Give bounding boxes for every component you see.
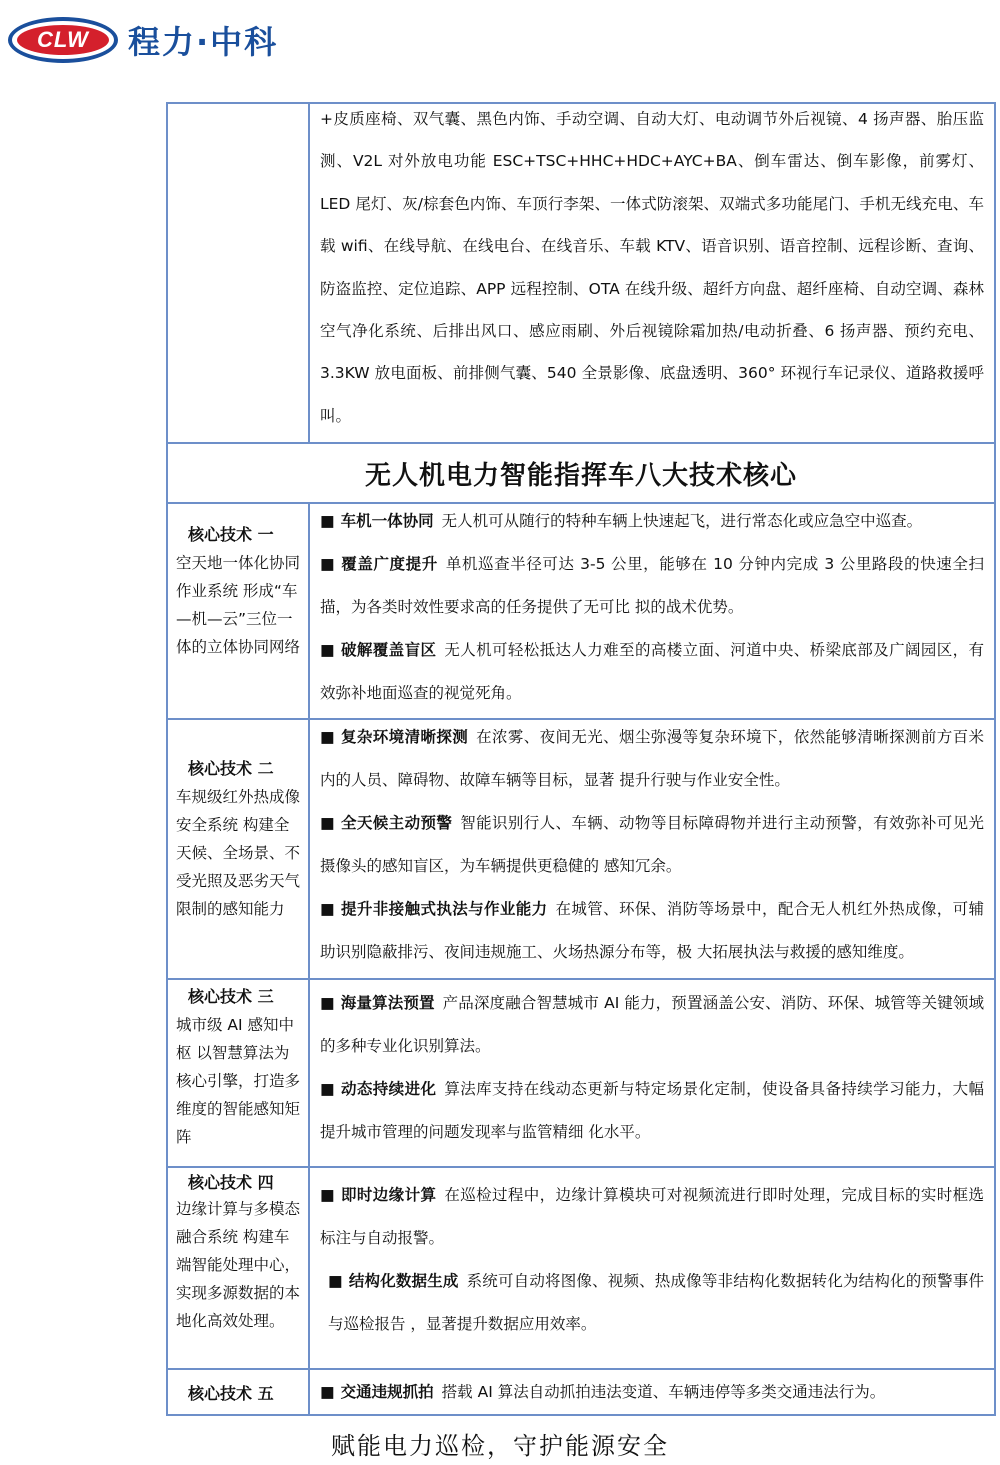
core-content-cell — [309, 1167, 995, 1369]
features-row — [167, 103, 995, 443]
item-name: 复杂环境清晰探测 — [341, 728, 469, 746]
item-name: 全天候主动预警 — [341, 814, 453, 832]
item-text: 搭载 AI 算法自动抓拍违法变道、车辆违停等多类交通违法行为。 — [441, 1383, 886, 1401]
core-label-cell — [167, 503, 309, 719]
item-name: 提升非接触式执法与作业能力 — [341, 900, 548, 918]
features-left-cell — [167, 103, 309, 443]
core-label-cell — [167, 1167, 309, 1369]
core-label: 核心技术 五 — [188, 1383, 274, 1403]
brand-name: 程力·中科 — [128, 23, 279, 61]
core-item — [320, 1260, 984, 1346]
item-name: 交通违规抓拍 — [340, 1383, 434, 1401]
bullet-icon: ■ — [320, 728, 336, 746]
item-text: 无人机可轻松抵达人力难至的高楼立面、河道中央、桥梁底部及广阔园区，有效弥补地面巡查的视觉死角。 — [320, 641, 984, 702]
core-item — [320, 1377, 984, 1407]
core-content-cell — [309, 503, 995, 719]
core-label: 核心技术 二 — [188, 759, 274, 778]
item-name: 覆盖广度提升 — [341, 555, 438, 573]
core-label: 核心技术 四 — [188, 1173, 274, 1192]
core-content-cell — [309, 719, 995, 979]
footer-slogan: 赋能电力巡检，守护能源安全 — [331, 1432, 669, 1460]
bullet-icon: ■ — [320, 814, 336, 832]
item-name: 即时边缘计算 — [341, 1186, 437, 1204]
core-item — [320, 802, 984, 888]
title-row — [167, 443, 995, 503]
item-name: 车机一体协同 — [340, 512, 434, 530]
core-item — [320, 888, 984, 974]
item-name: 动态持续进化 — [341, 1080, 437, 1098]
bullet-icon: ■ — [320, 1383, 335, 1401]
core-item — [320, 982, 984, 1068]
item-text: 在巡检过程中，边缘计算模块可对视频流进行即时处理，完成目标的实时框选标注与自动报警。 — [320, 1186, 984, 1247]
bullet-icon: ■ — [320, 1186, 336, 1204]
core-description: 车规级红外热成像安全系统 构建全天候、全场景、不受光照及恶劣天气限制的感知能力 — [176, 788, 301, 918]
clw-logo — [8, 17, 118, 63]
item-text: 在浓雾、夜间无光、烟尘弥漫等复杂环境下，依然能够清晰探测前方百米内的人员、障碍物、故障车辆等目标，显著 提升行驶与作业安全性。 — [320, 728, 984, 789]
item-text: 智能识别行人、车辆、动物等目标障碍物并进行主动预警，有效弥补可见光摄像头的感知盲区，为车辆提供更稳健的 感知冗余。 — [320, 814, 984, 875]
bullet-icon: ■ — [320, 555, 336, 573]
item-text: 算法库支持在线动态更新与特定场景化定制，使设备具备持续学习能力，大幅提升城市管理的问题发现率与监管精细 化水平。 — [320, 1080, 984, 1141]
core-content-cell — [309, 1369, 995, 1415]
header — [8, 12, 278, 68]
core-label: 核心技术 一 — [188, 525, 274, 544]
features-cell — [309, 103, 995, 443]
core-row-4 — [167, 1167, 995, 1369]
core-item — [320, 716, 984, 802]
core-label: 核心技术 三 — [188, 987, 274, 1006]
core-description: 空天地一体化协同作业系统 形成“车—机—云”三位一体的立体协同网络 — [176, 554, 301, 656]
features-text: +皮质座椅、双气囊、黑色内饰、手动空调、自动大灯、电动调节外后视镜、4 扬声器、胎压监测、V2L 对外放电功能 ESC+TSC+HHC+HDC+AYC+BA、倒车雷达、倒车影像，前雾灯、LED 尾灯、灰/棕套色内饰、车顶行李架、一体式防滚架、双端式多功能尾门、手机无线充电、车载 wifi、在线导航、在线电台、在线音乐、车载 KTV、语音识别、语音控制、远程诊断、查询、防盗监控、定位追踪、APP 远程控制、OTA 在线升级、超纤方向盘、超纤座椅、自动空调、森林空气净化系统、后排出风口、感应雨刷、外后视镜除霜加热/电动折叠、6 扬声器、预约充电、3.3KW 放电面板、前排侧气囊、540 全景影像、底盘透明、360° 环视行车记录仪、道路救援呼叫。 — [320, 110, 984, 425]
bullet-icon: ■ — [320, 900, 336, 918]
core-label-cell — [167, 979, 309, 1167]
core-item — [320, 1068, 984, 1154]
core-item — [320, 543, 984, 629]
bullet-icon: ■ — [320, 512, 335, 530]
bullet-icon: ■ — [320, 994, 335, 1012]
item-text: 系统可自动将图像、视频、热成像等非结构化数据转化为结构化的预警事件与巡检报告 ，显著提升数据应用效率。 — [328, 1272, 984, 1333]
item-name: 结构化数据生成 — [348, 1272, 459, 1290]
core-item — [320, 500, 984, 543]
core-item — [320, 629, 984, 715]
core-row-3 — [167, 979, 995, 1167]
core-label-cell — [167, 1369, 309, 1415]
core-label-cell — [167, 719, 309, 979]
core-row-1 — [167, 503, 995, 719]
core-row-2 — [167, 719, 995, 979]
item-text: 产品深度融合智慧城市 AI 能力，预置涵盖公安、消防、环保、城管等关键领域的多种专业化识别算法。 — [320, 994, 984, 1055]
item-text: 在城管、环保、消防等场景中，配合无人机红外热成像，可辅助识别隐蔽排污、夜间违规施工、火场热源分布等，极 大拓展执法与救援的感知维度。 — [320, 900, 984, 961]
bullet-icon: ■ — [320, 641, 336, 659]
logo-text: CLW — [37, 27, 89, 52]
core-row-5 — [167, 1369, 995, 1415]
spec-table — [166, 102, 996, 1416]
core-description: 边缘计算与多模态融合系统 构建车端智能处理中心，实现多源数据的本地化高效处理。 — [176, 1200, 301, 1330]
core-description: 城市级 AI 感知中枢 以智慧算法为核心引擎，打造多维度的智能感知矩阵 — [176, 1016, 301, 1146]
item-text: 无人机可从随行的特种车辆上快速起飞，进行常态化或应急空中巡查。 — [441, 512, 923, 530]
core-item — [320, 1174, 984, 1260]
item-text: 单机巡查半径可达 3-5 公里，能够在 10 分钟内完成 3 公里路段的快速全扫描，为各类时效性要求高的任务提供了无可比 拟的战术优势。 — [320, 555, 984, 616]
item-name: 破解覆盖盲区 — [341, 641, 437, 659]
item-name: 海量算法预置 — [340, 994, 435, 1012]
core-content-cell — [309, 979, 995, 1167]
section-title-cell — [167, 443, 995, 503]
bullet-icon: ■ — [328, 1272, 343, 1290]
bullet-icon: ■ — [320, 1080, 336, 1098]
section-title: 无人机电力智能指挥车八大技术核心 — [364, 460, 797, 491]
